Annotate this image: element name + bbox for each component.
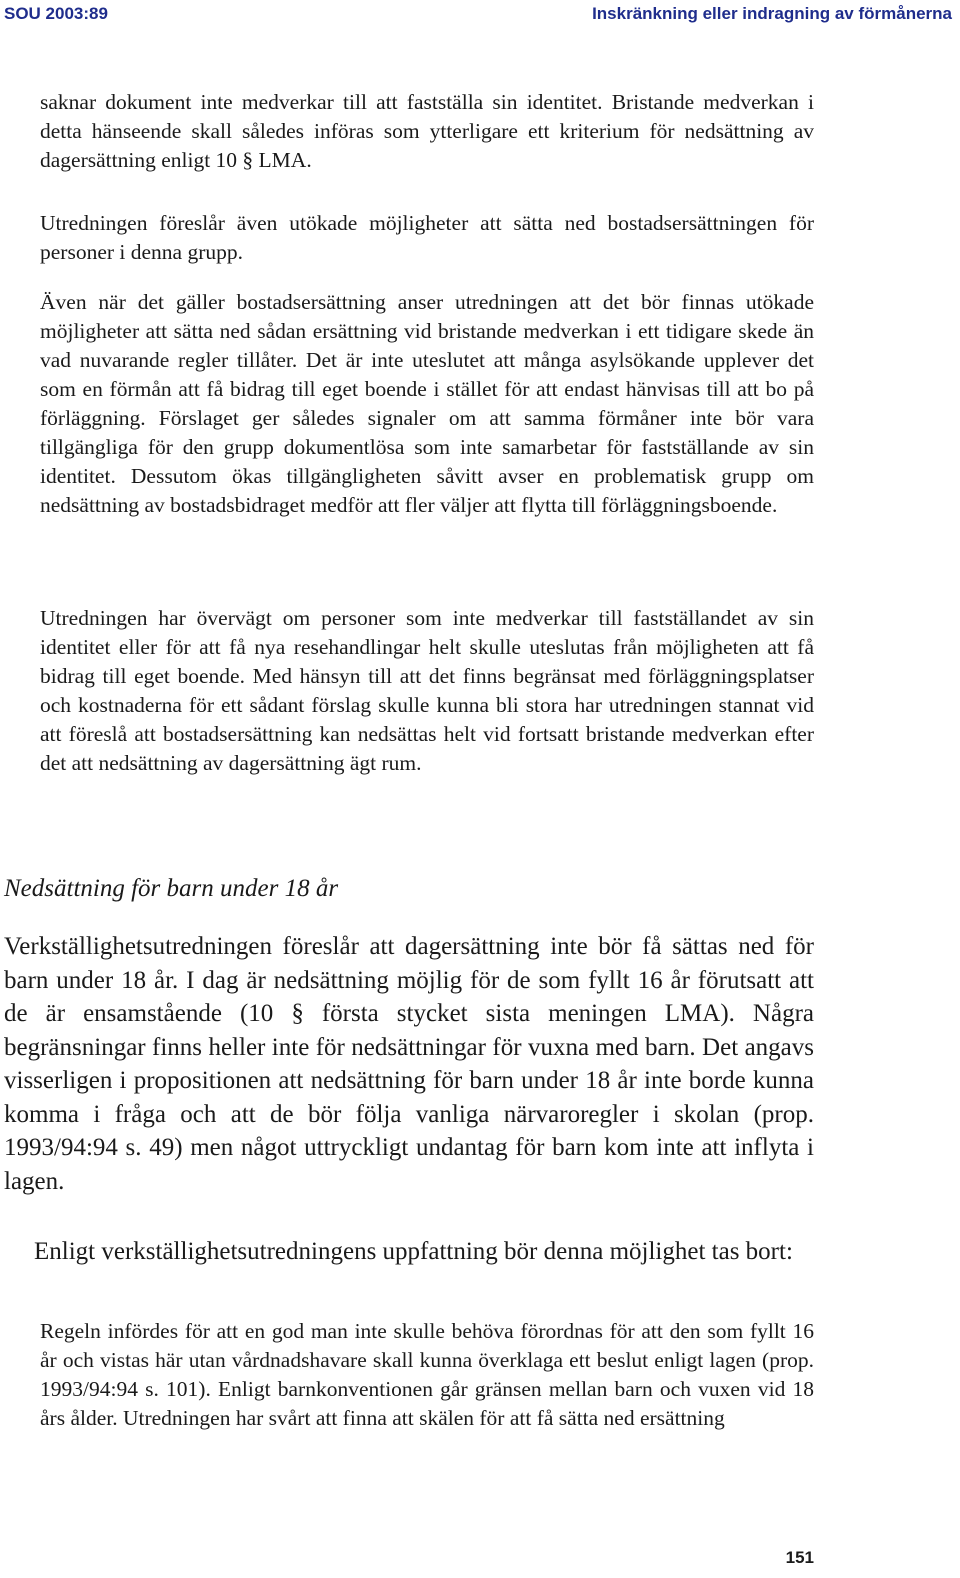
quote-paragraph-5: Regeln infördes för att en god man inte skulle behöva förordnas för att den som fyllt 16 år och vistas här utan vårdnadshavare skall kunna överklaga ett beslut enligt lagen (prop. 1993/94:94 s. 101). Enligt barnkonventionen går gränsen mellan barn och vuxen vid 18 års ålder. Utredningen har svårt att finna att skälen för att få sätta ned ersättning (40, 1319, 814, 1430)
section-heading: Nedsättning för barn under 18 år (4, 875, 339, 902)
body-paragraph-2: Enligt verkställighetsutredningens uppfattning bör denna möjlighet tas bort: (34, 1238, 793, 1265)
body-paragraph-1: Verkställighetsutredningen föreslår att dagersättning inte bör få sättas ned för barn under 18 år. I dag är nedsättning möjlig för de som fyllt 16 år förutsatt att de är ensamstående (10 § första stycket sista meningen LMA). Några begränsningar finns heller inte för nedsättningar för vuxna med barn. Det angavs visserligen i propositionen att nedsättning för barn under 18 år inte borde kunna komma i fråga och att de bör följa vanliga närvaroregler i skolan (prop. 1993/94:94 s. 49) men något uttryckligt undantag för barn kom inte att inflyta i lagen. (4, 933, 814, 1195)
quote-paragraph-1: saknar dokument inte medverkar till att fastställa sin identitet. Bristande medverkan i detta hänseende skall således införas som ytterligare ett kriterium för nedsättning av dagersättning enligt 10 § LMA. (40, 90, 814, 172)
quote-paragraph-4: Utredningen har övervägt om personer som inte medverkar till fastställandet av sin identitet eller för att få nya resehandlingar helt skulle uteslutas från möjligheten att få bidrag till eget boende. Med hänsyn till att det finns begränsat med förläggningsplatser och kostnaderna för ett sådant förslag skulle kunna bli stora har utredningen stannat vid att föreslå att bostadsersättning kan nedsättas helt vid fortsatt bristande medverkan efter det att nedsättning av dagersättning ägt rum. (40, 606, 814, 775)
document-id: SOU 2003:89 (4, 4, 108, 23)
quote-paragraph-3: Även när det gäller bostadsersättning anser utredningen att det bör finnas utökade möjligheter att sätta ned sådan ersättning vid bristande medverkan i ett tidigare skede än vad nuvarande regler tillåter. Det är inte uteslutet att många asylsökande upplever det som en förmån att få bidrag till eget boende i stället för att endast hänvisas till att bo på förläggning. Förslaget ger således signaler om att samma förmåner inte bör vara tillgängliga för den grupp dokumentlösa som inte samarbetar för fastställande av sin identitet. Dessutom ökas tillgängligheten såvitt avser en problematisk grupp om nedsättning av bostadsbidraget medför att fler väljer att flytta till förläggningsboende. (40, 290, 814, 517)
page-number: 151 (785, 1548, 814, 1567)
running-header (4, 4, 952, 28)
quote-paragraph-2: Utredningen föreslår även utökade möjligheter att sätta ned bostadsersättningen för personer i denna grupp. (40, 211, 814, 264)
chapter-title: Inskränkning eller indragning av förmånerna (592, 4, 952, 23)
